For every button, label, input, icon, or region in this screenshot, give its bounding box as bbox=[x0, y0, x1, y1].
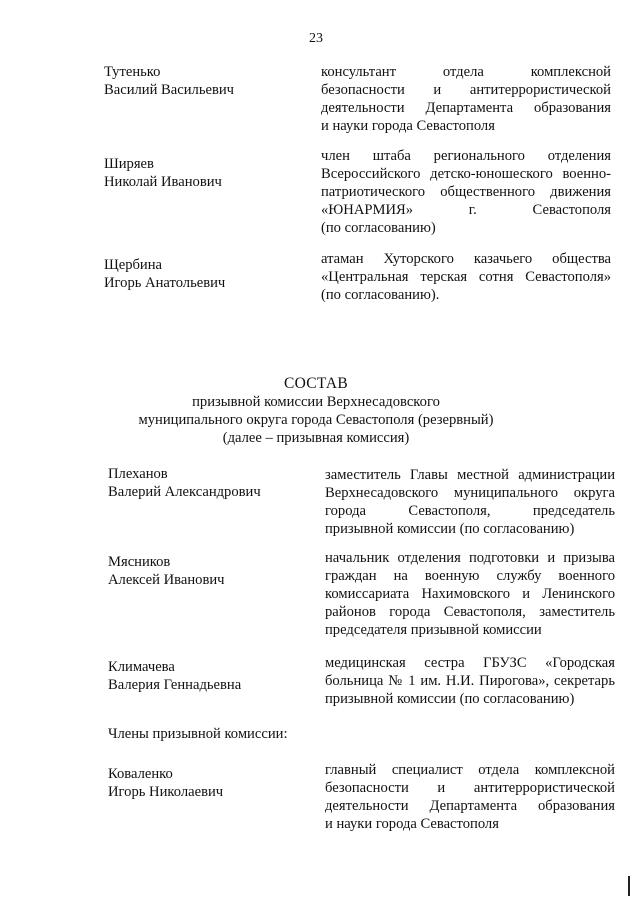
section-subtitle-line: муниципального округа города Севастополя (резервный) bbox=[138, 412, 494, 428]
person-surname: Ширяев bbox=[104, 156, 154, 172]
person-position bbox=[325, 761, 615, 833]
position-line: Всероссийского детско-юношеского военно- bbox=[321, 166, 611, 182]
position-line: консультант отдела комплексной bbox=[321, 64, 611, 80]
person-position bbox=[321, 147, 611, 237]
person-name bbox=[108, 465, 261, 501]
person-name bbox=[108, 765, 223, 801]
position-line: и науки города Севастополя bbox=[321, 118, 495, 134]
position-line: и науки города Севастополя bbox=[325, 816, 499, 832]
position-line: председателя призывной комиссии bbox=[325, 622, 542, 638]
section-subtitle-line: призывной комиссии Верхнесадовского bbox=[192, 394, 440, 410]
position-line: (по согласованию) bbox=[321, 220, 436, 236]
position-line: Верхнесадовского муниципального округа bbox=[325, 485, 615, 501]
position-line: главный специалист отдела комплексной bbox=[325, 762, 615, 778]
person-name bbox=[104, 256, 225, 292]
position-line: районов города Севастополя, заместитель bbox=[325, 604, 615, 620]
person-given-name: Василий Васильевич bbox=[104, 82, 235, 98]
position-line: комиссариата Нахимовского и Ленинского bbox=[325, 586, 615, 602]
person-position bbox=[321, 63, 611, 135]
position-line: больница № 1 им. Н.И. Пирогова», секретарь bbox=[325, 673, 615, 689]
person-position bbox=[325, 654, 615, 708]
person-given-name: Валерия Геннадьевна bbox=[108, 677, 242, 693]
position-line: граждан на военную службу военного bbox=[325, 568, 615, 584]
section-subtitle-line: (далее – призывная комиссия) bbox=[222, 430, 410, 446]
person-surname: Щербина bbox=[104, 257, 163, 273]
position-line: патриотического общественного движения bbox=[321, 184, 611, 200]
members-label: Члены призывной комиссии: bbox=[108, 726, 288, 742]
position-line: член штаба регионального отделения bbox=[321, 148, 611, 164]
page-number: 23 bbox=[309, 31, 323, 46]
position-line: (по согласованию). bbox=[321, 287, 440, 303]
position-line: «ЮНАРМИЯ» г. Севастополя bbox=[321, 202, 611, 218]
person-surname: Плеханов bbox=[108, 466, 168, 482]
position-line: заместитель Главы местной администрации bbox=[325, 467, 615, 483]
section-heading: СОСТАВ bbox=[283, 375, 349, 392]
person-given-name: Игорь Анатольевич bbox=[104, 275, 226, 291]
position-line: деятельности Департамента образования bbox=[325, 798, 615, 814]
position-line: безопасности и антитеррористической bbox=[325, 780, 615, 796]
person-surname: Коваленко bbox=[108, 766, 173, 782]
section-title bbox=[0, 375, 632, 447]
position-line: медицинская сестра ГБУЗС «Городская bbox=[325, 655, 615, 671]
person-position bbox=[325, 549, 615, 639]
person-given-name: Валерий Александрович bbox=[108, 484, 261, 500]
position-line: начальник отделения подготовки и призыва bbox=[325, 550, 615, 566]
person-given-name: Алексей Иванович bbox=[108, 572, 225, 588]
person-position bbox=[321, 250, 611, 304]
position-line: атаман Хуторского казачьего общества bbox=[321, 251, 611, 267]
scan-edge-mark bbox=[628, 876, 630, 896]
person-given-name: Николай Иванович bbox=[104, 174, 222, 190]
person-name bbox=[108, 553, 224, 589]
position-line: безопасности и антитеррористической bbox=[321, 82, 611, 98]
position-line: деятельности Департамента образования bbox=[321, 100, 611, 116]
position-line: призывной комиссии (по согласованию) bbox=[325, 521, 575, 537]
person-surname: Климачева bbox=[108, 659, 175, 675]
position-line: города Севастополя, председатель bbox=[325, 503, 615, 519]
person-name bbox=[104, 63, 234, 99]
person-name bbox=[108, 658, 241, 694]
person-position bbox=[325, 466, 615, 538]
person-given-name: Игорь Николаевич bbox=[108, 784, 224, 800]
position-line: призывной комиссии (по согласованию) bbox=[325, 691, 575, 707]
position-line: «Центральная терская сотня Севастополя» bbox=[321, 269, 611, 285]
person-name bbox=[104, 155, 222, 191]
person-surname: Мясников bbox=[108, 554, 171, 570]
person-surname: Тутенько bbox=[104, 64, 161, 80]
